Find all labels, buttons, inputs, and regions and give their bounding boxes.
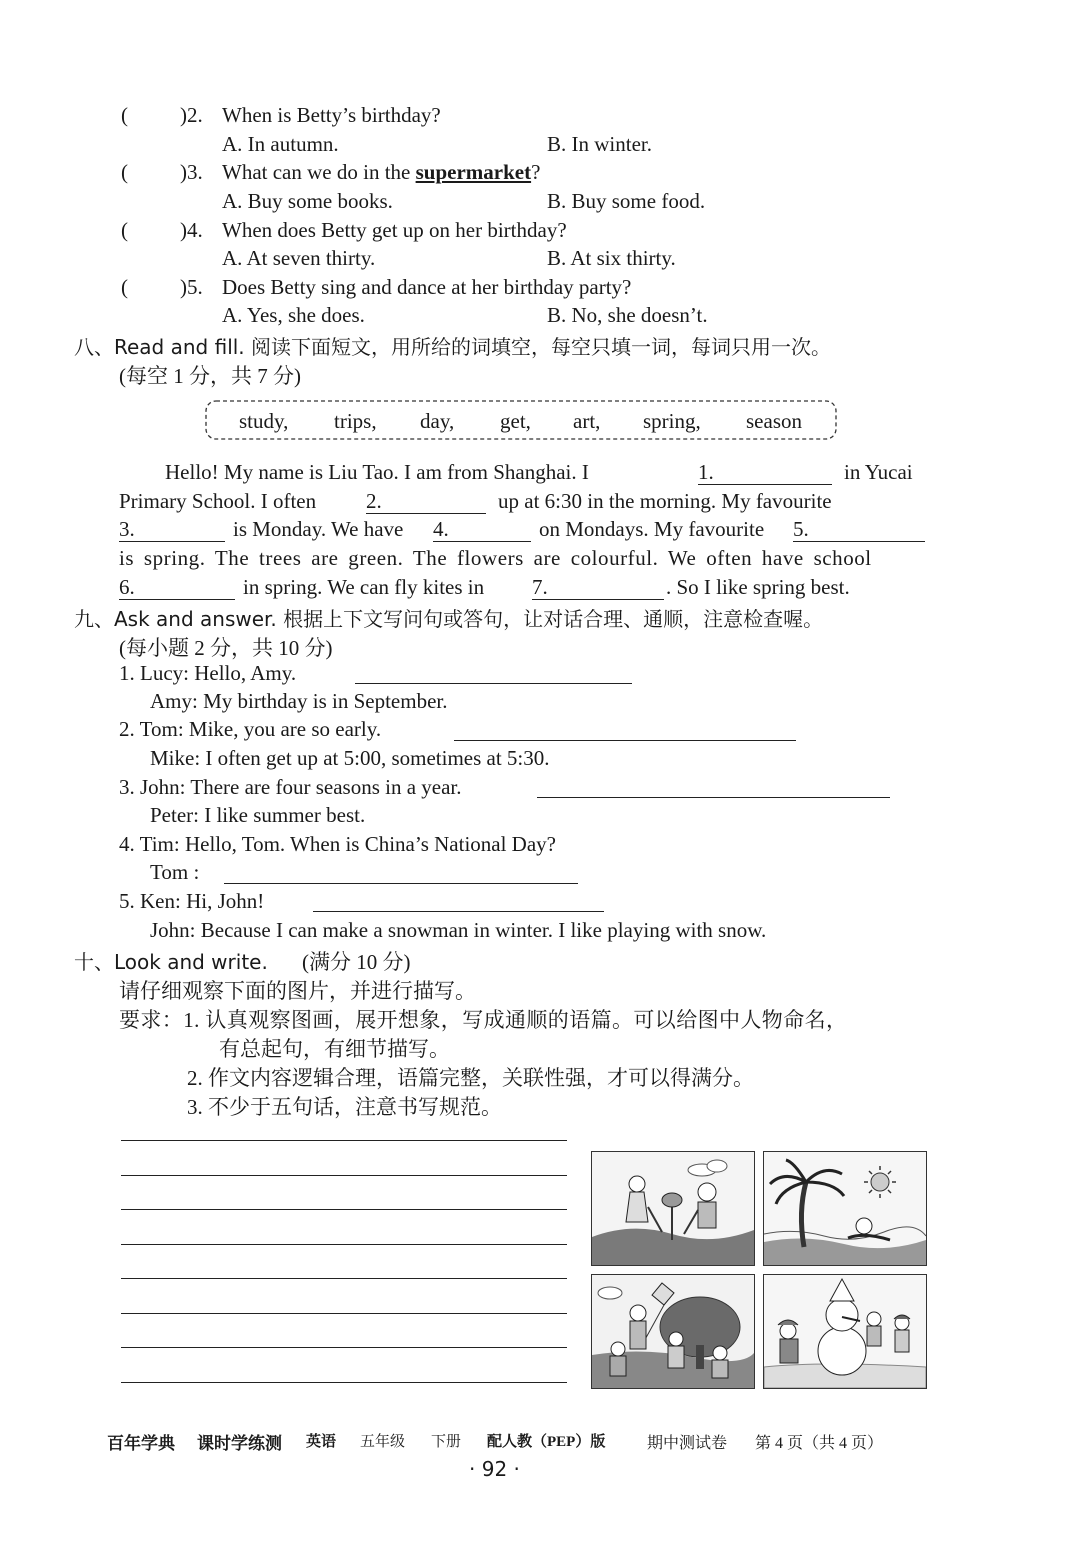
option-a: A. Yes, she does. [222, 303, 365, 327]
answer-paren-open: ( [121, 218, 128, 242]
answer-paren-open: ( [121, 103, 128, 127]
dialog-line: 5. Ken: Hi, John! [119, 889, 265, 913]
blank-label-4: 4. [433, 517, 449, 541]
question-number: )2. [180, 103, 203, 127]
writing-line[interactable] [121, 1140, 567, 1141]
kite-flying-picture [591, 1274, 755, 1389]
writing-line[interactable] [121, 1347, 567, 1348]
instruction-text: 请仔细观察下面的图片，并进行描写。 [119, 979, 476, 1003]
kite-flying-icon [592, 1275, 754, 1388]
dialog-line: 4. Tim: Hello, Tom. When is China’s National Day? [119, 832, 556, 856]
footer-page-info: 第 4 页（共 4 页） [755, 1435, 884, 1452]
tree-planting-icon [592, 1152, 754, 1265]
blank-label-7: 7. [532, 575, 548, 599]
word-bank-item: day, [420, 409, 455, 433]
question-text-post: ? [531, 160, 541, 184]
fill-blank-5[interactable] [793, 541, 925, 542]
question-text: Does Betty sing and dance at her birthday party? [222, 275, 632, 299]
question-text-pre: What can we do in the [222, 160, 416, 184]
fill-blank-4[interactable] [433, 541, 531, 542]
footer-subject: 英语 [306, 1434, 337, 1450]
fill-blank-7[interactable] [532, 599, 664, 600]
section-title: 十、Look and write. [74, 950, 268, 974]
passage-text: . So I like spring best. [666, 575, 850, 599]
word-bank-item: season [746, 409, 802, 433]
section-score: (每空 1 分，共 7 分) [119, 364, 301, 388]
question-number: )4. [180, 218, 203, 242]
option-a: A. Buy some books. [222, 189, 393, 213]
beach-picture [763, 1151, 927, 1266]
writing-line[interactable] [121, 1278, 567, 1279]
footer-grade: 五年级 [360, 1434, 406, 1450]
dialog-line: 1. Lucy: Hello, Amy. [119, 661, 297, 685]
blank-label-5: 5. [793, 517, 809, 541]
passage-text: is Monday. We have [233, 517, 404, 541]
word-bank-item: spring, [643, 409, 701, 433]
option-b: B. In winter. [547, 132, 652, 156]
dialog-line: Tom : [150, 860, 200, 884]
requirement-1-cont: 有总起句，有细节描写。 [219, 1037, 450, 1061]
tree-planting-picture [591, 1151, 755, 1266]
question-text: When does Betty get up on her birthday? [222, 218, 567, 242]
word-bank-item: get, [500, 409, 531, 433]
requirement-1: 要求：1. 认真观察图画，展开想象，写成通顺的语篇。可以给图中人物命名， [119, 1008, 848, 1032]
writing-line[interactable] [121, 1209, 567, 1210]
beach-icon [764, 1152, 926, 1265]
question-number: )3. [180, 160, 203, 184]
fill-blank-1[interactable] [698, 484, 832, 485]
passage-text: Primary School. I often [119, 489, 317, 513]
dialog-line: Mike: I often get up at 5:00, sometimes at 5:30. [150, 746, 550, 770]
section-title: 八、Read and fill. 阅读下面短文，用所给的词填空，每空只填一词，每词只用一次。 [74, 335, 832, 359]
option-b: B. At six thirty. [547, 246, 676, 270]
option-b: B. No, she doesn’t. [547, 303, 708, 327]
requirement-2: 2. 作文内容逻辑合理，语篇完整，关联性强，才可以得满分。 [187, 1066, 754, 1090]
question-number: )5. [180, 275, 203, 299]
writing-line[interactable] [121, 1244, 567, 1245]
word-bank-item: art, [573, 409, 601, 433]
writing-line[interactable] [121, 1382, 567, 1383]
blank-label-6: 6. [119, 575, 135, 599]
answer-line-1[interactable] [355, 683, 632, 684]
word-bank-box [203, 398, 839, 442]
option-b: B. Buy some food. [547, 189, 706, 213]
fill-blank-3[interactable] [119, 541, 225, 542]
answer-paren-open: ( [121, 160, 128, 184]
footer-brand: 百年学典 [107, 1434, 175, 1454]
snowman-picture [763, 1274, 927, 1389]
dialog-line: 3. John: There are four seasons in a year. [119, 775, 462, 799]
passage-text: up at 6:30 in the morning. My favourite [498, 489, 832, 513]
dialog-line: Peter: I like summer best. [150, 803, 366, 827]
passage-text: on Mondays. My favourite [539, 517, 765, 541]
blank-label-1: 1. [698, 460, 714, 484]
writing-line[interactable] [121, 1313, 567, 1314]
question-text: When is Betty’s birthday? [222, 103, 441, 127]
writing-line[interactable] [121, 1175, 567, 1176]
option-a: A. In autumn. [222, 132, 339, 156]
word-bank-item: study, [239, 409, 289, 433]
option-a: A. At seven thirty. [222, 246, 376, 270]
section-title: 九、Ask and answer. 根据上下文写问句或答句，让对话合理、通顺，注意检查喔。 [74, 607, 824, 631]
passage-text: in Yucai [844, 460, 913, 484]
footer-series: 课时学练测 [197, 1434, 282, 1454]
snowman-icon [764, 1275, 926, 1388]
answer-line-4[interactable] [224, 883, 578, 884]
footer-volume: 下册 [431, 1434, 462, 1450]
answer-line-2[interactable] [454, 740, 796, 741]
keyword-supermarket: supermarket [415, 160, 532, 184]
passage-text: Hello! My name is Liu Tao. I am from Shanghai. I [165, 460, 589, 484]
footer-edition: 配人教（PEP）版 [487, 1434, 606, 1450]
answer-line-5[interactable] [313, 911, 604, 912]
word-bank-item: trips, [334, 409, 377, 433]
fill-blank-2[interactable] [366, 513, 486, 514]
section-score: (满分 10 分) [302, 950, 411, 974]
section-score: (每小题 2 分，共 10 分) [119, 636, 333, 660]
passage-text: in spring. We can fly kites in [243, 575, 485, 599]
answer-line-3[interactable] [537, 797, 890, 798]
question-text [222, 160, 540, 185]
blank-label-3: 3. [119, 517, 135, 541]
fill-blank-6[interactable] [119, 599, 235, 600]
dialog-line: John: Because I can make a snowman in winter. I like playing with snow. [150, 918, 767, 942]
blank-label-2: 2. [366, 489, 382, 513]
footer-test-name: 期中测试卷 [647, 1435, 728, 1452]
answer-paren-open: ( [121, 275, 128, 299]
page-number: · 92 · [469, 1457, 520, 1481]
dialog-line: 2. Tom: Mike, you are so early. [119, 717, 382, 741]
dialog-line: Amy: My birthday is in September. [150, 689, 448, 713]
passage-text: is spring. The trees are green. The flowers are colourful. We often have school [119, 546, 872, 570]
requirement-3: 3. 不少于五句话，注意书写规范。 [187, 1095, 502, 1119]
